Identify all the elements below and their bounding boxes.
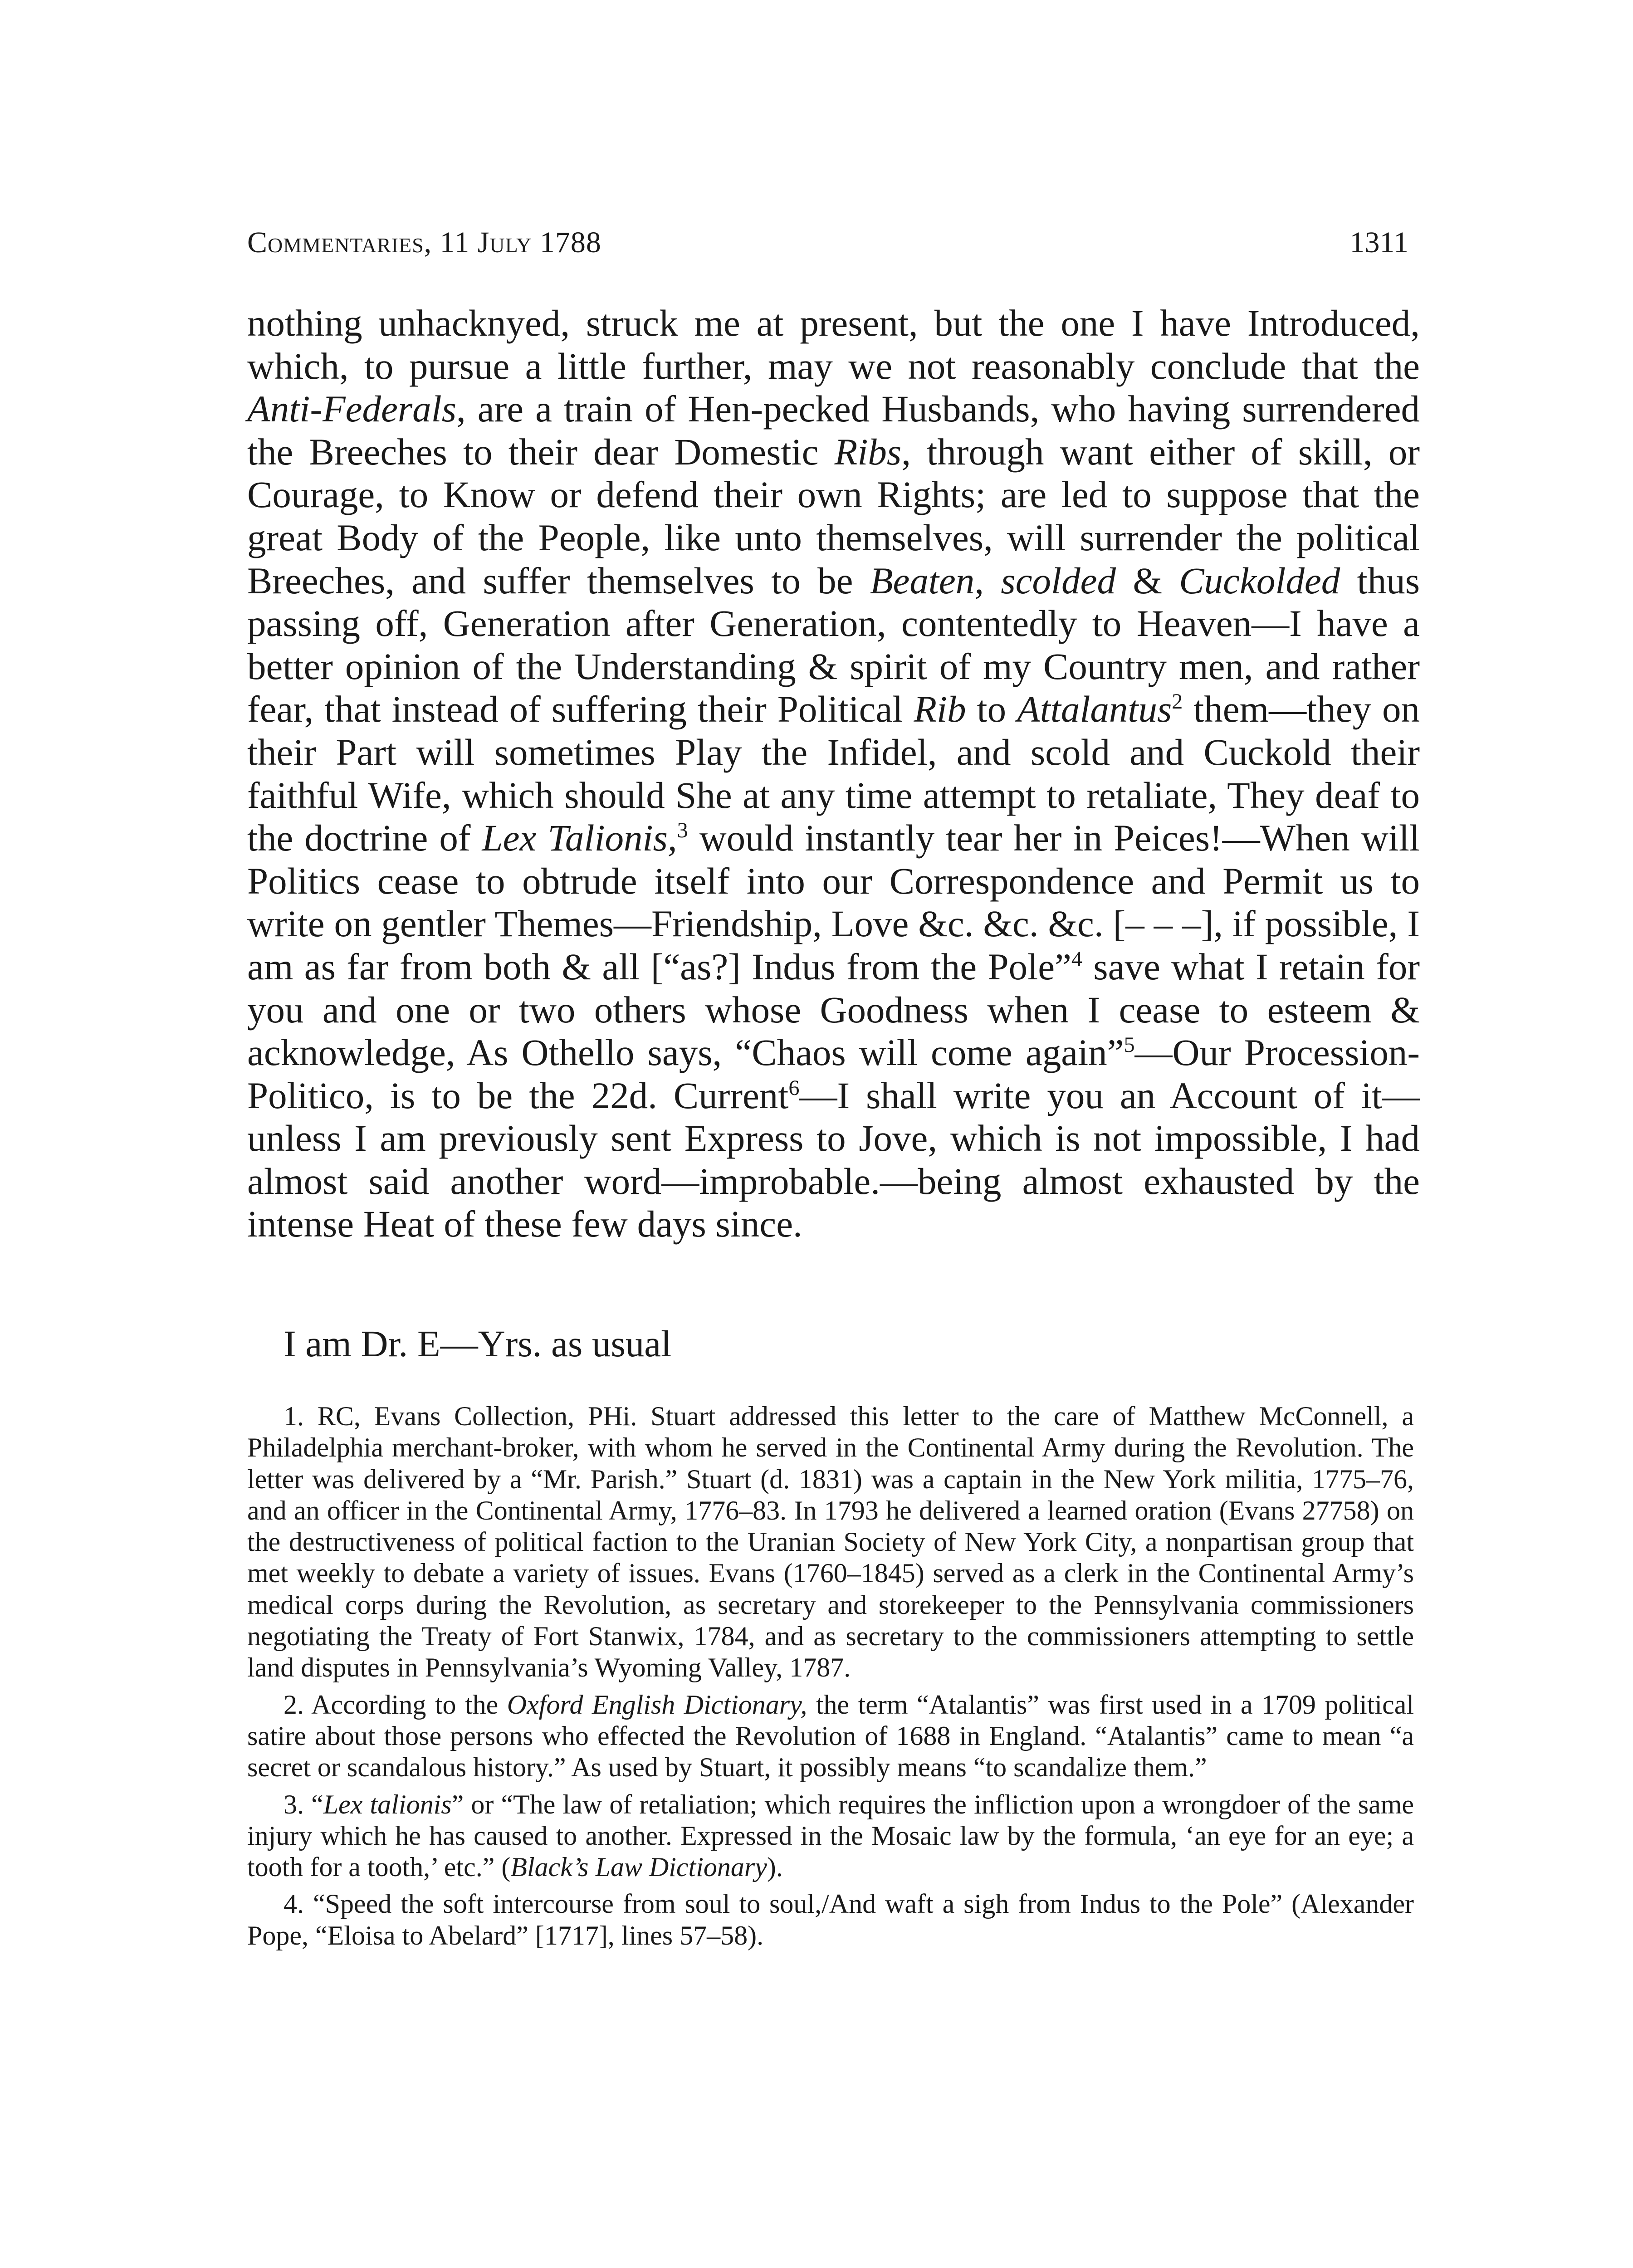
- text-run: nothing unhacknyed, struck me at present, but the one I have Introduced, which, to pursue a little further, may we not reasonably conclude that the: [247, 302, 1420, 387]
- italic-oed: Oxford English Dictionary,: [507, 1689, 807, 1720]
- footnote-4: 4. “Speed the soft intercourse from soul to soul,/And waft a sigh from Indus to the Pole” (Alexander Pope, “Eloisa to Abelard” [1717], lines 57–58).: [247, 1889, 1414, 1950]
- running-title: Commentaries, 11 July 1788: [247, 226, 601, 259]
- footnote-1: 1. RC, Evans Collection, PHi. Stuart addressed this letter to the care of Matthew McConnell, a Philadelphia merchant-broker, with whom he served in the Continental Army during the Revolution. The letter was delivered by a “Mr. Parish.” Stuart (d. 1831) was a captain in the New York militia, 1775–76, and an officer in the Continental Army, 1776–83. In 1793 he delivered a learned oration (Evans 27758) on the destructiveness of political faction to the Uranian Society of New York City, a nonpartisan group that met weekly to debate a variety of issues. Evans (1760–1845) served as a clerk in the Continental Army’s medical corps during the Revolution, as secretary and storekeeper to the Pennsylvania commissioners negotiating the Treaty of Fort Stanwix, 1784, and as secretary to the commissioners attempting to settle land disputes in Pennsylvania’s Wyoming Valley, 1787.: [247, 1401, 1414, 1683]
- note-text: 3. “: [284, 1789, 323, 1819]
- italic-attalantus: Attalantus: [1017, 688, 1172, 730]
- text-run: &: [1115, 559, 1179, 601]
- text-run: them—they on their Part will sometimes Play the Infidel, and scold and Cuckold their faithful Wife, which should She at any time attempt to retaliate, They deaf to the doctrine of: [247, 688, 1420, 859]
- italic-anti-federals: Anti-Federals: [247, 388, 456, 430]
- footnotes: [247, 1401, 1414, 1957]
- note-text: 2. According to the: [284, 1689, 507, 1720]
- italic-rib: Rib: [914, 688, 966, 730]
- footnote-3: [247, 1789, 1414, 1883]
- footnote-2: [247, 1689, 1414, 1784]
- letter-body: [247, 302, 1420, 1246]
- note-text: ” or “The law of retaliation; which requires the infliction upon a wrongdoer of the same injury which he has caused to another. Expressed in the Mosaic law by the formula, ‘an eye for an eye; a tooth for a tooth,’ etc.” (: [247, 1789, 1414, 1882]
- footnote-ref-6[interactable]: 6: [788, 1075, 800, 1100]
- note-text: ).: [767, 1852, 783, 1882]
- italic-lex-talionis-note: Lex talionis: [323, 1789, 452, 1819]
- italic-blacks-law: Black’s Law Dictionary: [510, 1852, 767, 1882]
- text-run: thus passing off, Generation after Generation, contentedly to Heaven—I have a better opinion of the Understanding & spirit of my Country men, and rather fear, that instead of suffering their Political: [247, 559, 1420, 730]
- footnote-ref-5[interactable]: 5: [1124, 1033, 1135, 1057]
- footnote-ref-2[interactable]: 2: [1172, 689, 1183, 714]
- italic-ribs: Ribs: [834, 430, 902, 473]
- footnote-ref-3[interactable]: 3: [677, 818, 688, 843]
- text-run: —I shall write you an Account of it—unless I am previously sent Express to Jove, which is not impossible, I had almost said another word—improbable.—being almost exhausted by the intense Heat of these few days since.: [247, 1074, 1420, 1245]
- text-run: save what I retain for you and one or two others whose Goodness when I cease to esteem & acknowledge, As Othello says, “Chaos will come again”: [247, 945, 1420, 1074]
- text-run: , through want either of skill, or Courage, to Know or defend their own Rights; are led to suppose that the great Body of the People, like unto themselves, will surrender the political Breeches, and suffer themselves to be: [247, 430, 1420, 601]
- italic-lex-talionis: Lex Talionis,: [482, 817, 677, 859]
- letter-paragraph: [247, 302, 1420, 1246]
- text-run: , are a train of Hen-pecked Husbands, who having surrendered the Breeches to their dear Domestic: [247, 388, 1420, 473]
- note-text: the term “Atalantis” was first used in a 1709 political satire about those persons who effected the Revolution of 1688 in England. “Atalantis” came to mean “a secret or scandalous history.” As used by Stuart, it possibly means “to scandalize them.”: [247, 1689, 1414, 1783]
- text-run: to: [966, 688, 1017, 730]
- text-run: —Our Procession-Politico, is to be the 22d. Current: [247, 1031, 1420, 1116]
- italic-cuckolded: Cuckolded: [1179, 559, 1340, 601]
- letter-signoff: I am Dr. E—Yrs. as usual: [284, 1323, 672, 1364]
- page-number: 1311: [1349, 226, 1408, 259]
- text-run: would instantly tear her in Peices!—When will Politics cease to obtrude itself into our Correspondence and Permit us to write on gentler Themes—Friendship, Love &c. &c. &c. [– – –], if possible, I am as far from both & all [“as?] Indus from the Pole”: [247, 817, 1420, 987]
- running-head: [247, 220, 1408, 265]
- italic-beaten-scolded: Beaten, scolded: [870, 559, 1116, 601]
- footnote-ref-4[interactable]: 4: [1071, 947, 1082, 972]
